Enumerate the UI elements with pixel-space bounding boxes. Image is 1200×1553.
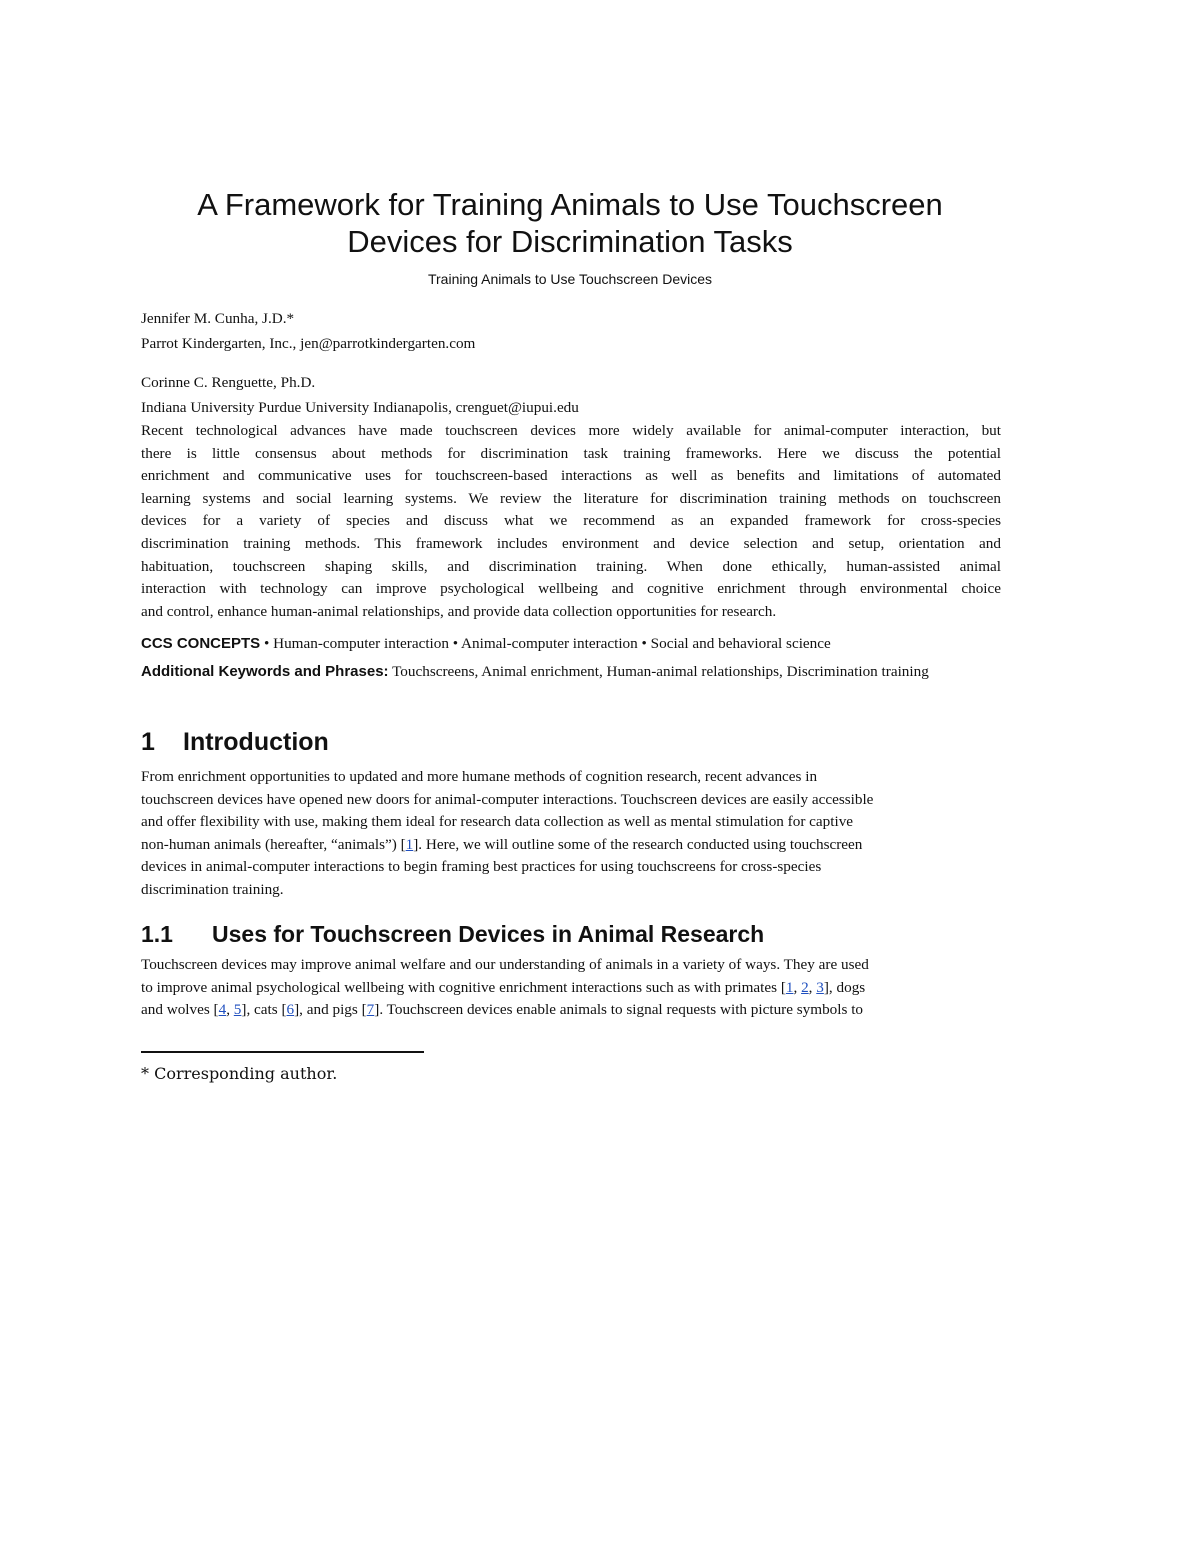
section-heading-introduction xyxy=(141,726,329,758)
paragraph-line: discrimination training. xyxy=(141,880,284,898)
paragraph-line: From enrichment opportunities to updated and more humane methods of cognition research, recent advances in xyxy=(141,768,818,785)
citation-link[interactable]: 6 xyxy=(286,1001,295,1019)
author-affiliation-1: Parrot Kindergarten, Inc., jen@parrotkindergarten.com xyxy=(141,335,476,352)
abstract-line: devices for a variety of species and discuss what we recommend as an expanded framework for cross-species xyxy=(141,512,1001,530)
citation-link[interactable]: 5 xyxy=(233,1001,242,1019)
ccs-label: CCS CONCEPTS xyxy=(141,635,261,652)
paragraph-line: touchscreen devices have opened new doors for animal-computer interactions. Touchscreen devices are easily accessible xyxy=(141,790,874,808)
line-text: ]. Touchscreen devices enable animals to signal requests with picture symbols to xyxy=(374,1001,864,1019)
line-text: and wolves [ xyxy=(141,1001,219,1019)
ccs-concepts xyxy=(141,633,1001,656)
title-line-2: Devices for Discrimination Tasks xyxy=(347,224,793,259)
line-text: ], cats [ xyxy=(241,1001,287,1019)
author-name-1: Jennifer M. Cunha, J.D.* xyxy=(141,310,295,327)
paragraph-line: and wolves [4, 5], cats [6], and pigs [7]. Touchscreen devices enable animals to signal requests with picture symbols to xyxy=(141,1001,864,1019)
line-text: to improve animal psychological wellbeing with cognitive enrichment interactions such as with primates [ xyxy=(141,978,786,996)
abstract-line: interaction with technology can improve psychological wellbeing and cognitive enrichment through environmental choice xyxy=(141,580,1001,598)
citation-link[interactable]: 4 xyxy=(218,1001,227,1019)
keywords-text: Touchscreens, Animal enrichment, Human-animal relationships, Discrimination training xyxy=(392,663,929,680)
line-text: non-human animals (hereafter, “animals”) [ xyxy=(141,835,406,853)
section-title: Introduction xyxy=(183,728,329,756)
paper-title xyxy=(120,186,1020,260)
citation-link[interactable]: 3 xyxy=(816,978,824,996)
abstract-line: there is little consensus about methods for discrimination task training frameworks. Here we discuss the potential xyxy=(141,444,1001,462)
ccs-item: Social and behavioral science xyxy=(650,635,831,652)
section-number: 1 xyxy=(141,728,155,756)
title-line-1: A Framework for Training Animals to Use Touchscreen xyxy=(197,187,943,222)
ccs-separator: • xyxy=(260,635,274,652)
author-affiliation-2: Indiana University Purdue University Indianapolis, crenguet@iupui.edu xyxy=(141,399,579,416)
section-title: Uses for Touchscreen Devices in Animal Research xyxy=(212,921,765,947)
paragraph-line xyxy=(141,834,1011,857)
footnote-separator xyxy=(141,1051,424,1053)
abstract-line: enrichment and communicative uses for touchscreen-based interactions as well as benefits and limitations of automated xyxy=(141,467,1001,485)
ccs-separator: • xyxy=(637,635,651,652)
ccs-separator: • xyxy=(448,635,462,652)
abstract xyxy=(141,420,1001,623)
introduction-paragraph xyxy=(141,766,1011,902)
paragraph-line: to improve animal psychological wellbeing with cognitive enrichment interactions such as with primates [1, 2, 3], dogs xyxy=(141,978,866,996)
abstract-line: and control, enhance human-animal relationships, and provide data collection opportunities for research. xyxy=(141,602,777,620)
paragraph-line: devices in animal-computer interactions to begin framing best practices for using touchscreens for cross-species xyxy=(141,858,822,876)
abstract-line: learning systems and social learning systems. We review the literature for discrimination training methods on touchscreen xyxy=(141,489,1001,507)
abstract-line: Recent technological advances have made touchscreen devices more widely available for animal-computer interaction, but xyxy=(141,422,1001,439)
citation-link[interactable]: 2 xyxy=(801,978,809,996)
paragraph-line: Touchscreen devices may improve animal welfare and our understanding of animals in a variety of ways. They are used xyxy=(141,956,869,973)
short-title: Training Animals to Use Touchscreen Devices xyxy=(427,271,713,287)
line-text: ], dogs xyxy=(823,978,866,996)
line-text: ], and pigs [ xyxy=(294,1001,367,1019)
ccs-item: Human-computer interaction xyxy=(273,635,449,652)
keywords xyxy=(141,661,1001,684)
section-heading-uses xyxy=(141,919,764,949)
abstract-line: discrimination training methods. This framework includes environment and device selection and setup, orientation and xyxy=(141,534,1001,552)
uses-paragraph xyxy=(141,954,1011,1022)
keywords-label: Additional Keywords and Phrases: xyxy=(141,663,389,680)
paragraph-line: and offer flexibility with use, making them ideal for research data collection as well as mental stimulation for captive xyxy=(141,813,854,831)
citation-link[interactable]: 7 xyxy=(366,1001,375,1019)
footnote: * Corresponding author. xyxy=(141,1064,338,1083)
ccs-item: Animal-computer interaction xyxy=(461,635,638,652)
section-number: 1.1 xyxy=(141,921,173,947)
line-text: ]. Here, we will outline some of the research conducted using touchscreen xyxy=(413,835,863,853)
abstract-line: habituation, touchscreen shaping skills, and discrimination training. When done ethically, human-assisted animal xyxy=(141,557,1001,575)
author-name-2: Corinne C. Renguette, Ph.D. xyxy=(141,374,316,391)
citation-link[interactable]: 1 xyxy=(405,835,414,853)
citation-link[interactable]: 1 xyxy=(785,978,794,996)
